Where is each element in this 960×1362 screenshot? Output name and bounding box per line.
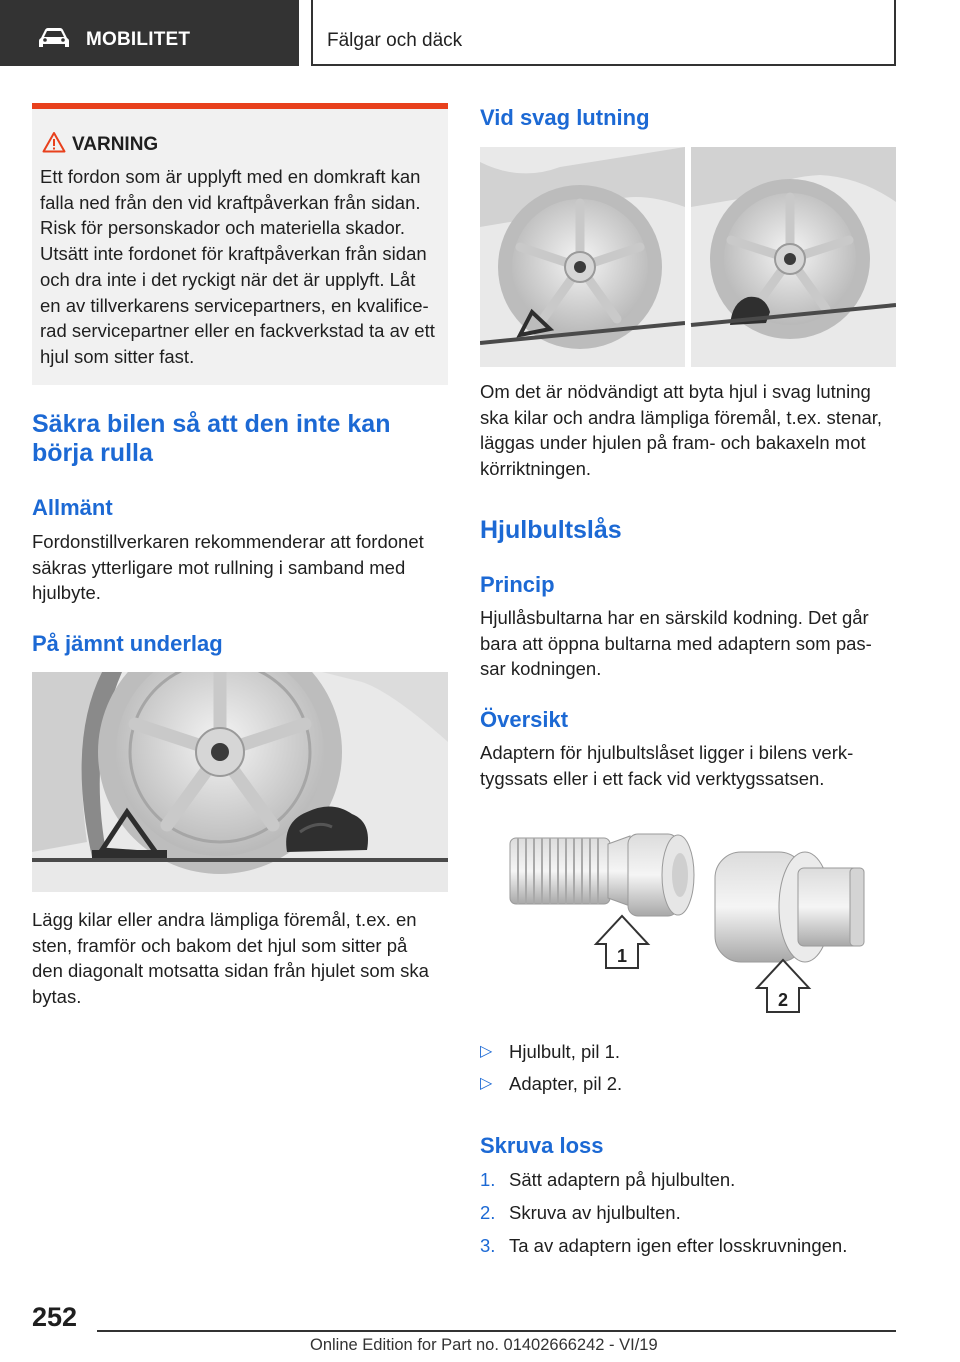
illustration-wheels-slope	[480, 147, 896, 367]
warning-box	[32, 103, 448, 385]
warning-line: hjul som sitter fast.	[40, 345, 195, 367]
text-line: den diagonalt motsatta sidan från hjulet som ska	[32, 960, 429, 981]
text-line: Om det är nödvändigt att byta hjul i svag lutning	[480, 381, 871, 402]
heading-wheel-lock: Hjulbultslås	[480, 516, 622, 544]
wheel-chock-illustration	[32, 672, 448, 892]
text-line: tygssats eller i ett fack vid verktygssatsen.	[480, 767, 825, 789]
bullet-text: Hjulbult, pil 1.	[509, 1041, 621, 1062]
warning-text	[40, 164, 444, 370]
heading-line: Säkra bilen så att den inte kan	[32, 410, 391, 438]
text-line: Lägg kilar eller andra lämpliga föremål, t.ex. en	[32, 909, 417, 930]
triangle-bullet-icon: ▷	[480, 1075, 493, 1092]
bolt-adapter-illustration	[480, 810, 896, 1030]
paragraph-general	[32, 529, 448, 606]
heading-general: Allmänt	[32, 495, 113, 520]
text-line: hjulbyte.	[32, 582, 101, 603]
chapter-title: Fälgar och däck	[327, 30, 463, 51]
car-icon	[38, 27, 70, 49]
step-number: 3.	[480, 1235, 496, 1256]
paragraph-level-ground	[32, 907, 448, 1009]
text-line: sten, framför och bakom det hjul som sitter på	[32, 934, 408, 956]
triangle-bullet-icon: ▷	[480, 1043, 493, 1060]
section-title: MOBILITET	[86, 29, 191, 50]
warning-line: Risk för personskador och materiella skador.	[40, 217, 406, 239]
illustration-bolt-adapter	[480, 810, 896, 1030]
heading-overview: Översikt	[480, 707, 569, 732]
slope-chock-illustration	[480, 147, 896, 367]
step-number: 2.	[480, 1202, 496, 1223]
heading-principle: Princip	[480, 572, 555, 597]
text-line: Adaptern för hjulbultslåset ligger i bilens verk-	[480, 742, 854, 763]
callout-1: 1	[616, 946, 628, 966]
text-line: läggas under hjulen på fram- och bakaxeln mot	[480, 432, 866, 453]
warning-line: en av tillverkarens servicepartners, en kvalifice-	[40, 294, 429, 316]
paragraph-principle	[480, 605, 896, 682]
warning-triangle-icon	[42, 131, 66, 153]
step-item	[480, 1200, 896, 1226]
text-line: sar kodningen.	[480, 658, 602, 679]
step-number: 1.	[480, 1169, 496, 1190]
page-number: 252	[32, 1302, 78, 1332]
heading-secure-car	[32, 410, 390, 468]
warning-title: VARNING	[72, 134, 159, 155]
list-item	[480, 1039, 896, 1065]
paragraph-slope	[480, 379, 896, 481]
step-text: Ta av adaptern igen efter losskruvningen.	[509, 1235, 848, 1256]
heading-slope: Vid svag lutning	[480, 105, 650, 130]
footer-divider	[97, 1330, 896, 1332]
illustration-wheel-level-ground	[32, 672, 448, 892]
warning-line: rad servicepartner eller en fackverkstad ta av ett	[40, 320, 435, 342]
heading-level-ground: På jämnt underlag	[32, 631, 223, 656]
text-line: Hjullåsbultarna har en särskild kodning. Det går	[480, 607, 869, 628]
step-text: Skruva av hjulbulten.	[509, 1202, 681, 1223]
text-line: ska kilar och andra lämpliga föremål, t.ex. stenar,	[480, 406, 883, 428]
text-line: bytas.	[32, 985, 82, 1007]
list-item	[480, 1071, 896, 1097]
text-line: säkras ytterligare mot rullning i samband med	[32, 556, 406, 578]
warning-line: Ett fordon som är upplyft med en domkraft kan	[40, 166, 421, 187]
heading-line: börja rulla	[32, 439, 153, 467]
warning-line: Utsätt inte fordonet för kraftpåverkan från sidan	[40, 243, 427, 265]
paragraph-overview	[480, 740, 896, 791]
heading-unscrew: Skruva loss	[480, 1133, 604, 1158]
warning-line: och dra inte i det ryckigt när det är upplyft. Låt	[40, 268, 416, 290]
edition-text: Online Edition for Part no. 01402666242 - VI/19	[310, 1336, 658, 1354]
text-line: körriktningen.	[480, 457, 592, 479]
callout-2: 2	[777, 990, 789, 1010]
warning-line: falla ned från den vid kraftpåverkan från sidan.	[40, 191, 421, 213]
header-chapter-box	[311, 0, 896, 66]
step-item	[480, 1167, 896, 1193]
bullet-text: Adapter, pil 2.	[509, 1073, 623, 1094]
step-item	[480, 1233, 896, 1259]
step-text: Sätt adaptern på hjulbulten.	[509, 1169, 736, 1190]
header-section-tab	[0, 0, 299, 66]
text-line: bara att öppna bultarna med adaptern som pas-	[480, 632, 872, 654]
text-line: Fordonstillverkaren rekommenderar att fordonet	[32, 531, 424, 552]
